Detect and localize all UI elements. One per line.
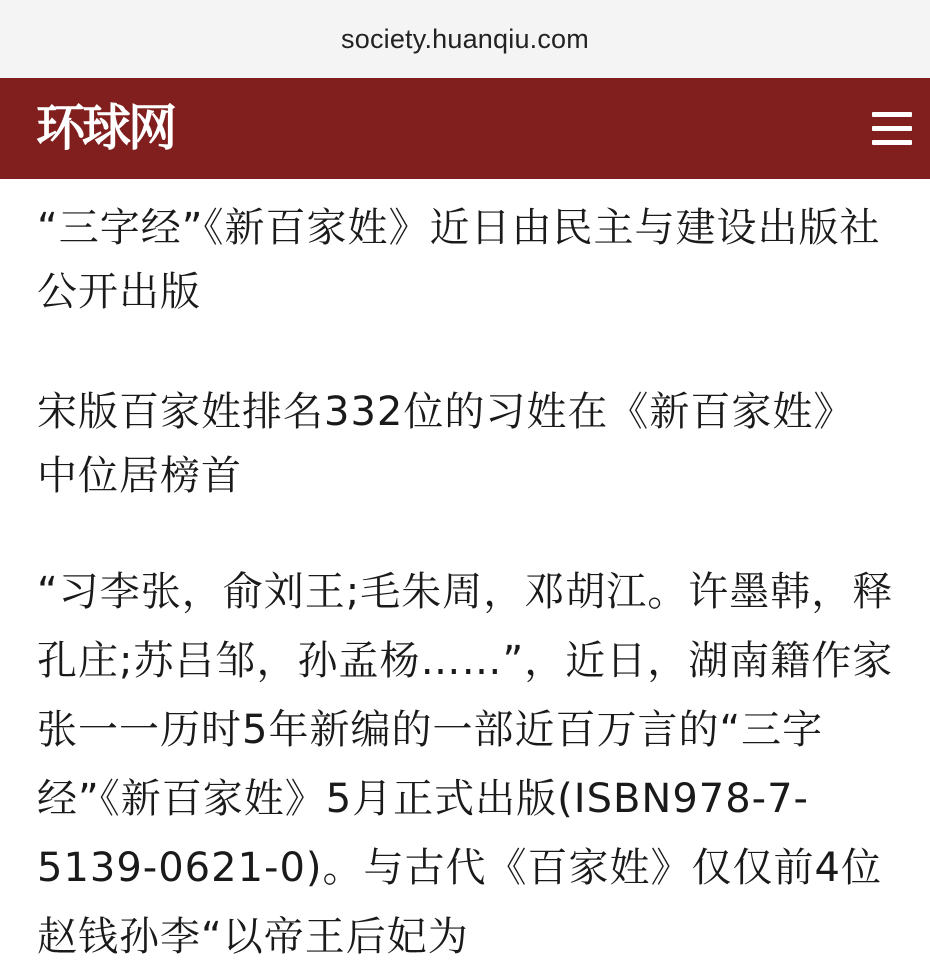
site-logo[interactable]: 环球网 xyxy=(36,99,175,157)
article-body: “习李张，俞刘王;毛朱周，邓胡江。许墨韩，释孔庄;苏吕邹，孙孟杨……”，近日，湖南籍作家张一一历时5年新编的一部近百万言的“三字经”《新百家姓》5月正式出版(ISBN978-7-5139-0621-0)。与古代《百家姓》仅仅前4位赵钱孙李“以帝王后妃为 xyxy=(37,569,894,960)
article-title: “三字经”《新百家姓》近日由民主与建设出版社公开出版 xyxy=(37,205,881,315)
browser-address-bar[interactable] xyxy=(0,0,930,78)
url-text[interactable]: society.huanqiu.com xyxy=(341,23,589,54)
site-header xyxy=(0,78,930,179)
article-content xyxy=(37,196,907,960)
article-subtitle: 宋版百家姓排名332位的习姓在《新百家姓》中位居榜首 xyxy=(37,389,855,499)
menu-icon-line xyxy=(872,140,912,145)
menu-icon-line xyxy=(872,112,912,117)
hamburger-menu-icon[interactable] xyxy=(872,112,912,146)
menu-icon-line xyxy=(872,126,912,131)
